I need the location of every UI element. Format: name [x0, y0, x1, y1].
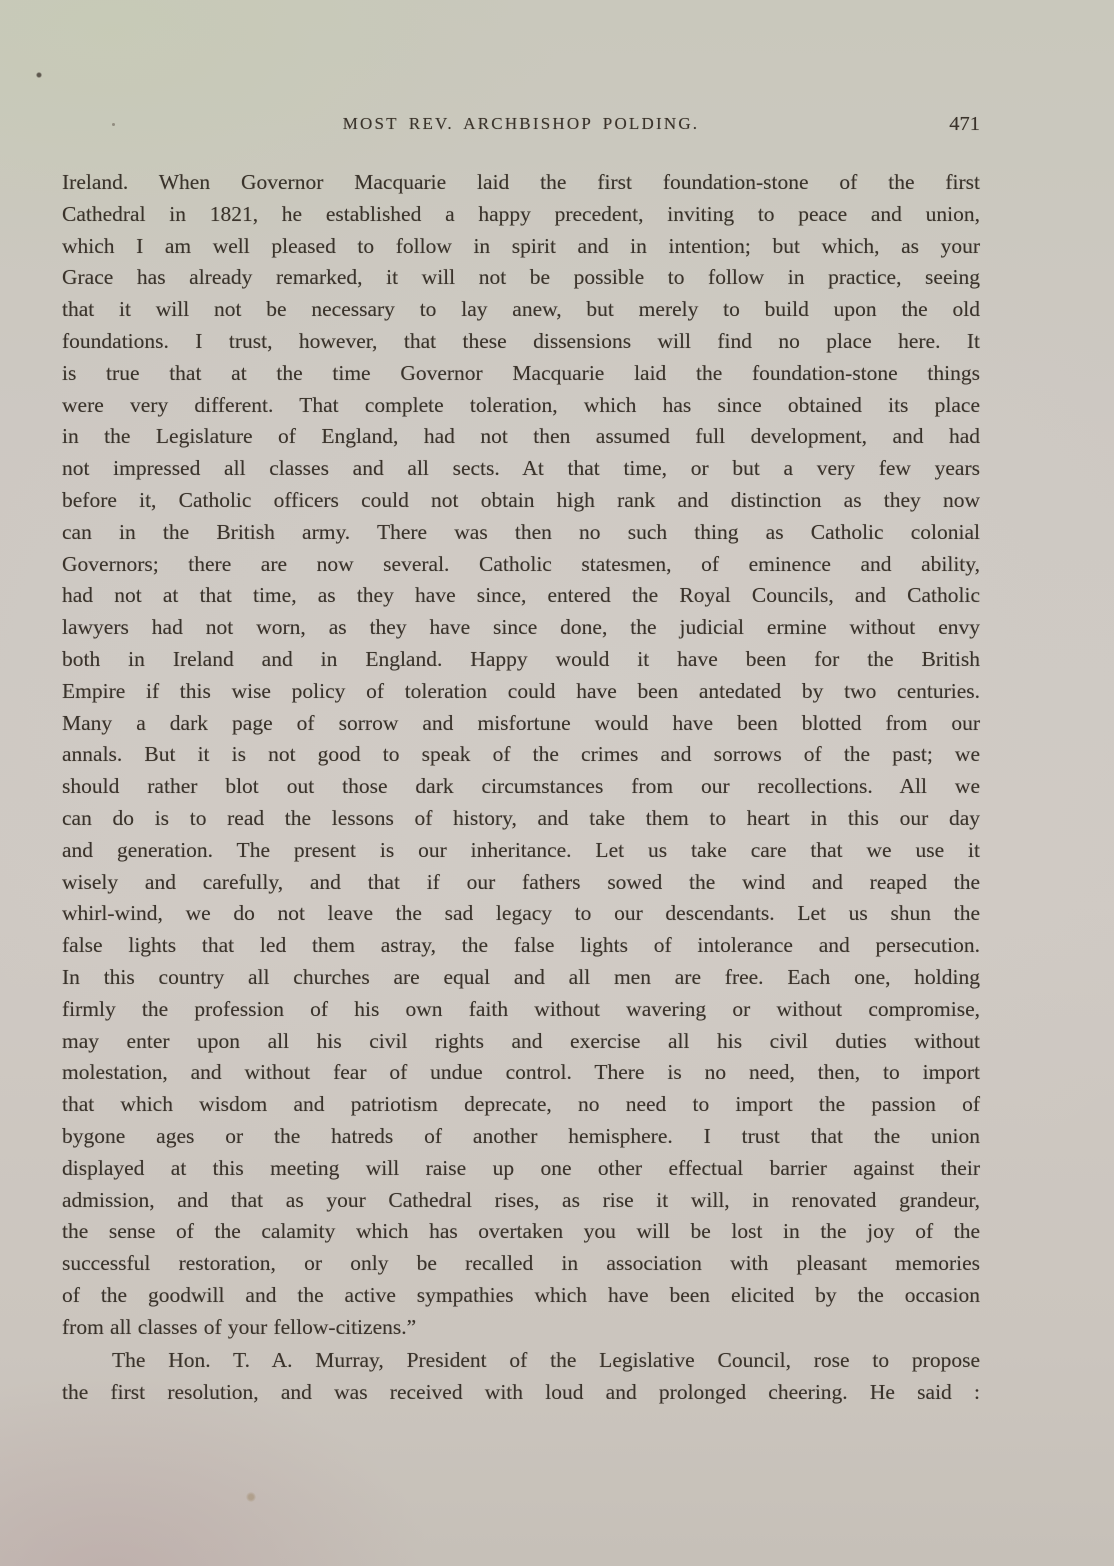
text-line: had not at that time, as they have since, entered the Royal Councils, and Catholic — [62, 583, 980, 608]
text-column — [62, 0, 980, 1409]
text-line: and generation. The present is our inheritance. Let us take care that we use it — [62, 837, 980, 862]
text-line: should rather blot out those dark circumstances from our recollections. All we — [62, 774, 980, 799]
text-line: that it will not be necessary to lay anew, but merely to build upon the old — [62, 297, 980, 322]
text-line: In this country all churches are equal and all men are free. Each one, holding — [62, 964, 980, 989]
text-line: can do is to read the lessons of history, and take them to heart in this our day — [62, 805, 980, 830]
text-line: admission, and that as your Cathedral rises, as rise it will, in renovated grandeur, — [62, 1187, 980, 1212]
text-line: may enter upon all his civil rights and exercise all his civil duties without — [62, 1028, 980, 1053]
text-line: of the goodwill and the active sympathies which have been elicited by the occasion — [62, 1282, 980, 1307]
text-line: which I am well pleased to follow in spirit and in intention; but which, as your — [62, 233, 980, 258]
text-line: displayed at this meeting will raise up one other effectual barrier against their — [62, 1155, 980, 1180]
paper-speck — [246, 1492, 256, 1502]
text-line: Empire if this wise policy of toleration could have been antedated by two centuries. — [62, 678, 980, 703]
page-number: 471 — [949, 113, 980, 135]
text-line: lawyers had not worn, as they have since done, the judicial ermine without envy — [62, 615, 980, 640]
text-line: before it, Catholic officers could not obtain high rank and distinction as they now — [62, 487, 980, 512]
text-line: successful restoration, or only be recalled in association with pleasant memories — [62, 1251, 980, 1276]
text-line: were very different. That complete toleration, which has since obtained its place — [62, 392, 980, 417]
running-header — [62, 112, 980, 136]
text-line: both in Ireland and in England. Happy would it have been for the British — [62, 646, 980, 671]
text-line: from all classes of your fellow-citizens.” — [62, 1314, 417, 1339]
text-line: is true that at the time Governor Macquarie laid the foundation-stone things — [62, 360, 980, 385]
paper-speck — [36, 72, 42, 78]
text-line: foundations. I trust, however, that these dissensions will find no place here. It — [62, 328, 980, 353]
text-line: that which wisdom and patriotism deprecate, no need to import the passion of — [62, 1092, 980, 1117]
text-line: false lights that led them astray, the false lights of intolerance and persecution. — [62, 933, 980, 958]
text-line: whirl-wind, we do not leave the sad legacy to our descendants. Let us shun the — [62, 901, 980, 926]
text-line: The Hon. T. A. Murray, President of the Legislative Council, rose to propose — [112, 1348, 980, 1373]
text-line: Many a dark page of sorrow and misfortune would have been blotted from our — [62, 710, 980, 735]
text-line: annals. But it is not good to speak of the crimes and sorrows of the past; we — [62, 742, 980, 767]
text-line: molestation, and without fear of undue control. There is no need, then, to import — [62, 1060, 980, 1085]
text-line: firmly the profession of his own faith without wavering or without compromise, — [62, 996, 980, 1021]
paragraph — [62, 167, 980, 1343]
body-text — [62, 167, 980, 1409]
text-line: the sense of the calamity which has overtaken you will be lost in the joy of the — [62, 1219, 980, 1244]
text-line: Cathedral in 1821, he established a happy precedent, inviting to peace and union, — [62, 201, 980, 226]
text-line: Ireland. When Governor Macquarie laid the first foundation-stone of the first — [62, 170, 980, 194]
text-line: Governors; there are now several. Catholic statesmen, of eminence and ability, — [62, 551, 980, 576]
page-title: MOST REV. ARCHBISHOP POLDING. — [342, 114, 700, 133]
paragraph — [62, 1345, 980, 1409]
text-line: in the Legislature of England, had not then assumed full development, and had — [62, 424, 980, 449]
text-line: wisely and carefully, and that if our fathers sowed the wind and reaped the — [62, 869, 980, 894]
text-line: can in the British army. There was then no such thing as Catholic colonial — [62, 519, 980, 544]
text-line: Grace has already remarked, it will not be possible to follow in practice, seeing — [62, 265, 980, 290]
text-line: not impressed all classes and all sects. At that time, or but a very few years — [62, 456, 980, 481]
text-line: the first resolution, and was received with loud and prolonged cheering. He said : — [62, 1380, 980, 1405]
text-line: bygone ages or the hatreds of another hemisphere. I trust that the union — [62, 1123, 980, 1148]
